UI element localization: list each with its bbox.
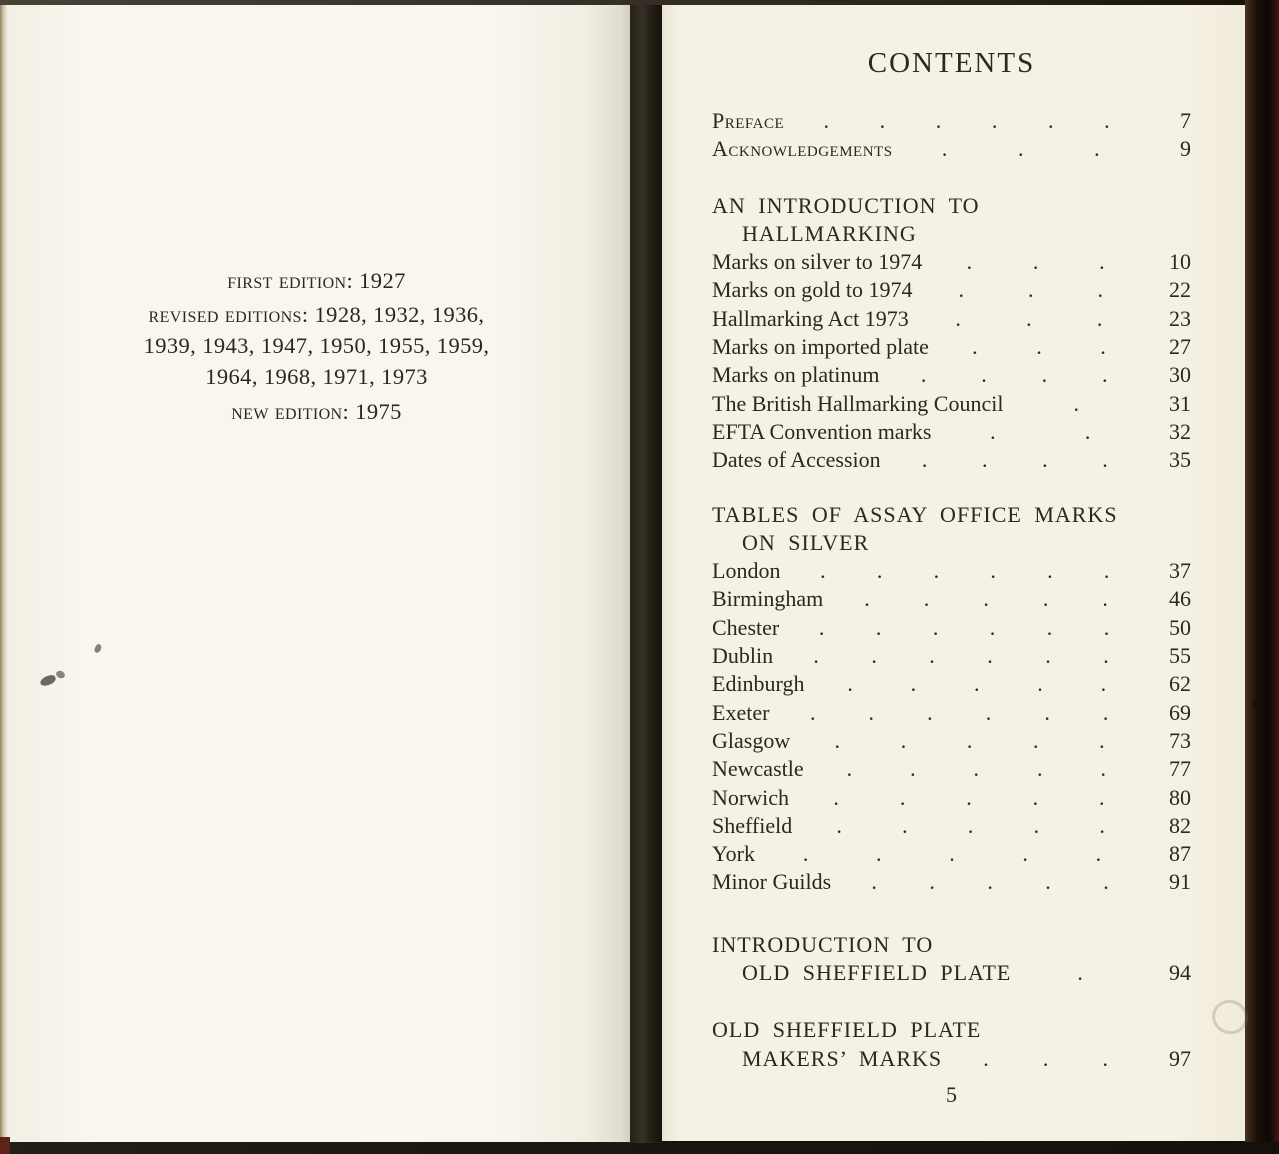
toc-entry-label: Minor Guilds bbox=[712, 869, 832, 895]
dot-leader: . . . . . bbox=[836, 812, 1105, 838]
section-heading: TABLES OF ASSAY OFFICE MARKS bbox=[712, 501, 1118, 527]
toc-page-number: 91 bbox=[1169, 869, 1191, 895]
edition-block bbox=[31, 265, 602, 427]
dot-leader: . . . bbox=[955, 305, 1103, 331]
toc-sections bbox=[712, 107, 1191, 1073]
toc-page-number: 9 bbox=[1180, 136, 1191, 162]
toc-entry-label: Marks on imported plate bbox=[712, 334, 929, 360]
dot-leader: . . . . . bbox=[871, 869, 1109, 895]
book-cover-corner bbox=[0, 1137, 10, 1154]
toc-entry-label: Preface bbox=[712, 108, 785, 133]
toc-page-number: 80 bbox=[1169, 784, 1191, 810]
toc-entry-label: Marks on platinum bbox=[712, 362, 880, 388]
toc-page-number: 32 bbox=[1169, 418, 1191, 444]
section-heading: ON SILVER bbox=[742, 529, 870, 555]
toc-page-number: 82 bbox=[1169, 812, 1191, 838]
toc-row bbox=[712, 670, 1191, 698]
dot-leader: . . . . . bbox=[802, 841, 1102, 867]
toc-page-number: 7 bbox=[1180, 108, 1191, 133]
toc-row bbox=[712, 812, 1191, 840]
toc-entry-label: Sheffield bbox=[712, 812, 793, 838]
new-edition-line: new edition: 1975 bbox=[231, 399, 402, 424]
toc-page-number: 35 bbox=[1169, 447, 1191, 473]
toc-page-number: 94 bbox=[1169, 960, 1191, 986]
section-heading: AN INTRODUCTION TO bbox=[712, 192, 980, 218]
left-page bbox=[9, 5, 630, 1143]
toc-row bbox=[712, 959, 1191, 987]
dot-leader: . . . . . . bbox=[809, 699, 1109, 725]
contents-title: CONTENTS bbox=[867, 47, 1036, 79]
toc-row bbox=[712, 1045, 1191, 1073]
toc-page-number: 23 bbox=[1169, 305, 1191, 331]
toc-row bbox=[712, 418, 1191, 446]
contents-page bbox=[662, 5, 1245, 1141]
toc-page-number: 55 bbox=[1169, 643, 1191, 669]
toc-row bbox=[712, 276, 1191, 304]
toc-entry-label: Exeter bbox=[712, 699, 770, 725]
dot-leader: . . . . . . bbox=[813, 643, 1109, 669]
section-heading: HALLMARKING bbox=[742, 220, 917, 246]
toc-entry-label: Edinburgh bbox=[712, 671, 805, 697]
toc-row bbox=[712, 135, 1191, 163]
toc-entry-label: The British Hallmarking Council bbox=[712, 390, 1004, 416]
toc-row bbox=[712, 333, 1191, 361]
toc-row bbox=[712, 107, 1191, 135]
toc-row bbox=[712, 585, 1191, 613]
toc-entry-label: EFTA Convention marks bbox=[712, 418, 932, 444]
toc-page-number: 62 bbox=[1169, 671, 1191, 697]
toc-page-number: 69 bbox=[1169, 699, 1191, 725]
toc-row bbox=[712, 868, 1191, 896]
toc-section bbox=[712, 501, 1191, 897]
dot-leader: . . . . . . bbox=[823, 108, 1110, 133]
dot-leader: . . . . . . bbox=[818, 614, 1110, 640]
right-page bbox=[662, 5, 1245, 1141]
toc-entry-label: London bbox=[712, 558, 781, 584]
revised-editions bbox=[31, 299, 602, 392]
first-edition-line: first edition: 1927 bbox=[227, 268, 406, 293]
toc-page-number: 31 bbox=[1169, 390, 1191, 416]
toc-page-number: 46 bbox=[1169, 586, 1191, 612]
toc-row bbox=[712, 446, 1191, 474]
toc-page-number: 30 bbox=[1169, 362, 1191, 388]
revised-editions-line: 1964, 1968, 1971, 1973 bbox=[205, 364, 428, 389]
toc-entry-label: Dates of Accession bbox=[712, 447, 881, 473]
section-heading: OLD SHEFFIELD PLATE bbox=[712, 1017, 982, 1043]
dot-leader: . . . . bbox=[920, 362, 1108, 388]
toc-page-number: 27 bbox=[1169, 334, 1191, 360]
folio-page-number: 5 bbox=[946, 1081, 957, 1107]
toc-row bbox=[712, 614, 1191, 642]
dot-leader: . . bbox=[990, 418, 1091, 444]
toc-entry-label: Norwich bbox=[712, 784, 789, 810]
toc-page-number: 10 bbox=[1169, 249, 1191, 275]
toc-entry-label: Hallmarking Act 1973 bbox=[712, 305, 909, 331]
toc-entry-label: Marks on silver to 1974 bbox=[712, 249, 923, 275]
toc-page-number: 73 bbox=[1169, 727, 1191, 753]
toc-entry-label: Glasgow bbox=[712, 727, 791, 753]
dot-leader: . . . . . . bbox=[820, 558, 1110, 584]
dot-leader: . bbox=[1073, 390, 1079, 416]
toc-entry-label: Birmingham bbox=[712, 586, 824, 612]
toc-entry-label: Chester bbox=[712, 614, 780, 640]
toc-page-number: 77 bbox=[1169, 756, 1191, 782]
toc-page-number: 87 bbox=[1169, 841, 1191, 867]
toc-page-number: 97 bbox=[1169, 1045, 1191, 1071]
toc-row bbox=[712, 840, 1191, 868]
toc-entry-label: Acknowledgements bbox=[712, 136, 893, 162]
section-heading: INTRODUCTION TO bbox=[712, 931, 934, 957]
dot-leader: . bbox=[1077, 960, 1083, 986]
toc-page-number: 50 bbox=[1169, 614, 1191, 640]
dot-leader: . . . bbox=[958, 277, 1103, 303]
toc-entry-label: MAKERS’ MARKS bbox=[742, 1045, 943, 1071]
toc-entry-label: OLD SHEFFIELD PLATE bbox=[742, 960, 1012, 986]
toc-row bbox=[712, 361, 1191, 389]
dot-leader: . . . bbox=[941, 136, 1100, 162]
photo-top-edge bbox=[0, 0, 1279, 5]
toc-entry-label: Dublin bbox=[712, 643, 774, 669]
toc-row bbox=[712, 642, 1191, 670]
dot-leader: . . . . . bbox=[833, 784, 1105, 810]
toc-entry-label: Newcastle bbox=[712, 756, 804, 782]
toc-row bbox=[712, 305, 1191, 333]
dot-leader: . . . . bbox=[921, 447, 1108, 473]
toc-section bbox=[712, 931, 1191, 988]
toc-page-number: 37 bbox=[1169, 558, 1191, 584]
dot-leader: . . . . . bbox=[864, 586, 1108, 612]
dot-leader: . . . . . bbox=[846, 756, 1106, 782]
toc-row bbox=[712, 755, 1191, 783]
toc-row bbox=[712, 784, 1191, 812]
revised-editions-line: revised editions: 1928, 1932, 1936, bbox=[148, 302, 485, 327]
ink-smudge bbox=[1252, 700, 1257, 708]
toc-section bbox=[712, 1016, 1191, 1073]
page-edge-left bbox=[0, 5, 9, 1143]
toc-entry-label: Marks on gold to 1974 bbox=[712, 277, 913, 303]
toc-page-number: 22 bbox=[1169, 277, 1191, 303]
toc-row bbox=[712, 557, 1191, 585]
book-cover-edge-bottom bbox=[0, 1142, 1279, 1154]
toc-entry-label: York bbox=[712, 841, 756, 867]
dot-leader: . . . bbox=[972, 334, 1106, 360]
book-cover-edge-right bbox=[1245, 0, 1279, 1154]
toc-row bbox=[712, 248, 1191, 276]
toc-row bbox=[712, 390, 1191, 418]
toc-section bbox=[712, 107, 1191, 164]
dot-leader: . . . . . bbox=[834, 727, 1105, 753]
toc-row bbox=[712, 727, 1191, 755]
dot-leader: . . . . . bbox=[847, 671, 1107, 697]
dot-leader: . . . bbox=[966, 249, 1105, 275]
dot-leader: . . . bbox=[983, 1045, 1108, 1071]
revised-editions-line: 1939, 1943, 1947, 1950, 1955, 1959, bbox=[143, 333, 490, 358]
toc-row bbox=[712, 699, 1191, 727]
toc-section bbox=[712, 192, 1191, 475]
